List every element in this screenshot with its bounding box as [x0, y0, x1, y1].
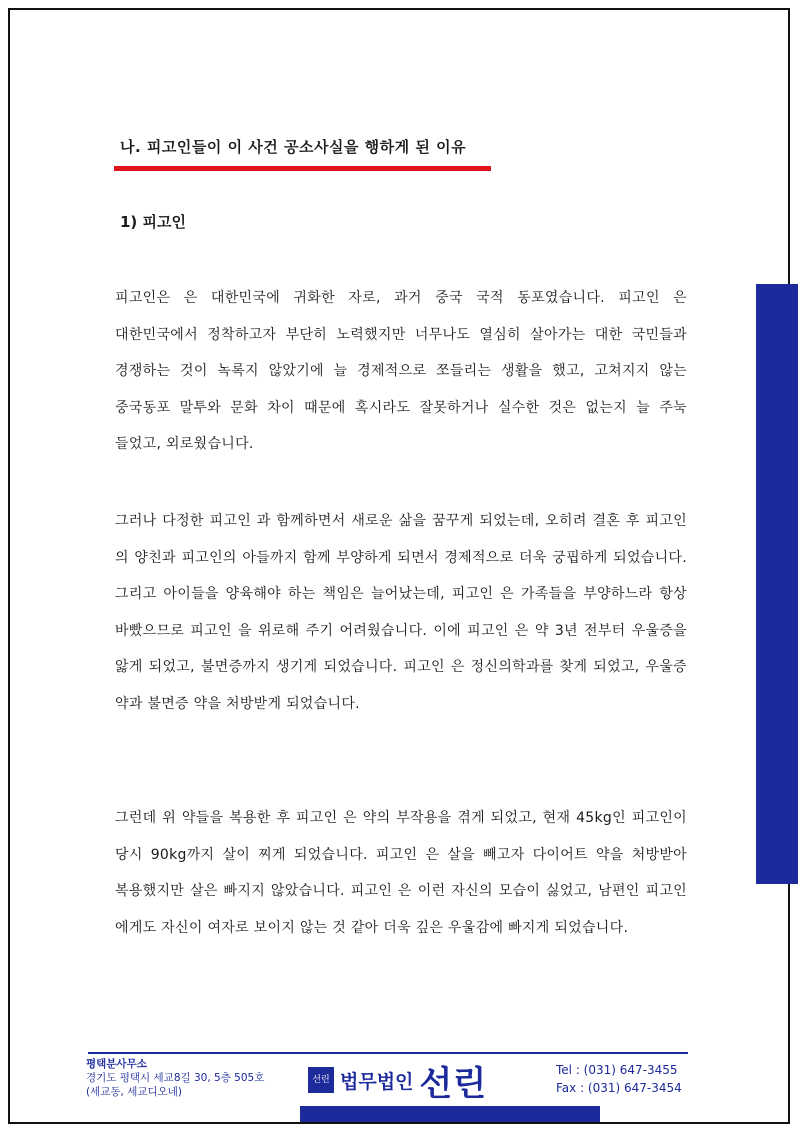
footer-accent-bar — [300, 1106, 600, 1122]
firm-seal-icon: 선린 — [308, 1067, 334, 1093]
contact-block — [556, 1061, 682, 1097]
firm-logo-block — [308, 1060, 488, 1104]
office-name: 평택분사무소 — [86, 1058, 147, 1070]
paragraph-2: 그러나 다정한 피고인 과 함께하면서 새로운 삶을 꿈꾸게 되었는데, 오히려 결혼 후 피고인 의 양친과 피고인의 아들까지 함께 부양하게 되면서 경제적으로 더욱 궁핍하게 되었습니다. 그리고 아이들을 양육해야 하는 책임은 늘어났는데, 피고인 은 가족들을 부양하느라 항상 바빴으므로 피고인 을 위로해 주기 어려웠습니다. 이에 피고인 은 약 3년 전부터 우울증을 앓게 되었고, 불면증까지 생기게 되었습니다. 피고인 은 정신의학과를 찾게 되었고, 우울증 약과 불면증 약을 처방받게 되었습니다. — [115, 513, 687, 712]
fax-number: Fax : (031) 647-3454 — [556, 1081, 682, 1095]
office-address-block — [86, 1057, 264, 1099]
section-heading: 나. 피고인들이 이 사건 공소사실을 행하게 된 이유 — [120, 138, 467, 156]
subsection-heading: 1) 피고인 — [120, 213, 186, 231]
footer-divider — [88, 1052, 688, 1054]
heading-underline — [114, 166, 491, 171]
firm-name: 선린 — [419, 1063, 488, 1104]
paragraph-3: 그런데 위 약들을 복용한 후 피고인 은 약의 부작용을 겪게 되었고, 현재 45kg인 피고인이 당시 90kg까지 살이 찌게 되었습니다. 피고인 은 살을 빼고자 다이어트 약을 처방받아 복용했지만 살은 빠지지 않았습니다. 피고인 은 이런 자신의 모습이 싫었고, 남편인 피고인 에게도 자신이 여자로 보이지 않는 것 같아 더욱 깊은 우울감에 빠지게 되었습니다. — [115, 810, 687, 936]
address-line-2: (세교동, 세교디오네) — [86, 1086, 183, 1098]
firm-type: 법무법인 — [340, 1070, 414, 1093]
address-line-1: 경기도 평택시 세교8길 30, 5층 505호 — [86, 1072, 265, 1084]
tel-number: Tel : (031) 647-3455 — [556, 1063, 678, 1077]
side-accent-bar — [756, 284, 798, 884]
paragraph-1: 피고인은 은 대한민국에 귀화한 자로, 과거 중국 국적 동포였습니다. 피고인 은 대한민국에서 정착하고자 부단히 노력했지만 너무나도 열심히 살아가는 대한 국민들과 경쟁하는 것이 녹록지 않았기에 늘 경제적으로 쪼들리는 생활을 했고, 고쳐지지 않는 중국동포 말투와 문화 차이 때문에 혹시라도 잘못하거나 실수한 것은 없는지 늘 주눅 들었고, 외로웠습니다. — [115, 290, 687, 452]
